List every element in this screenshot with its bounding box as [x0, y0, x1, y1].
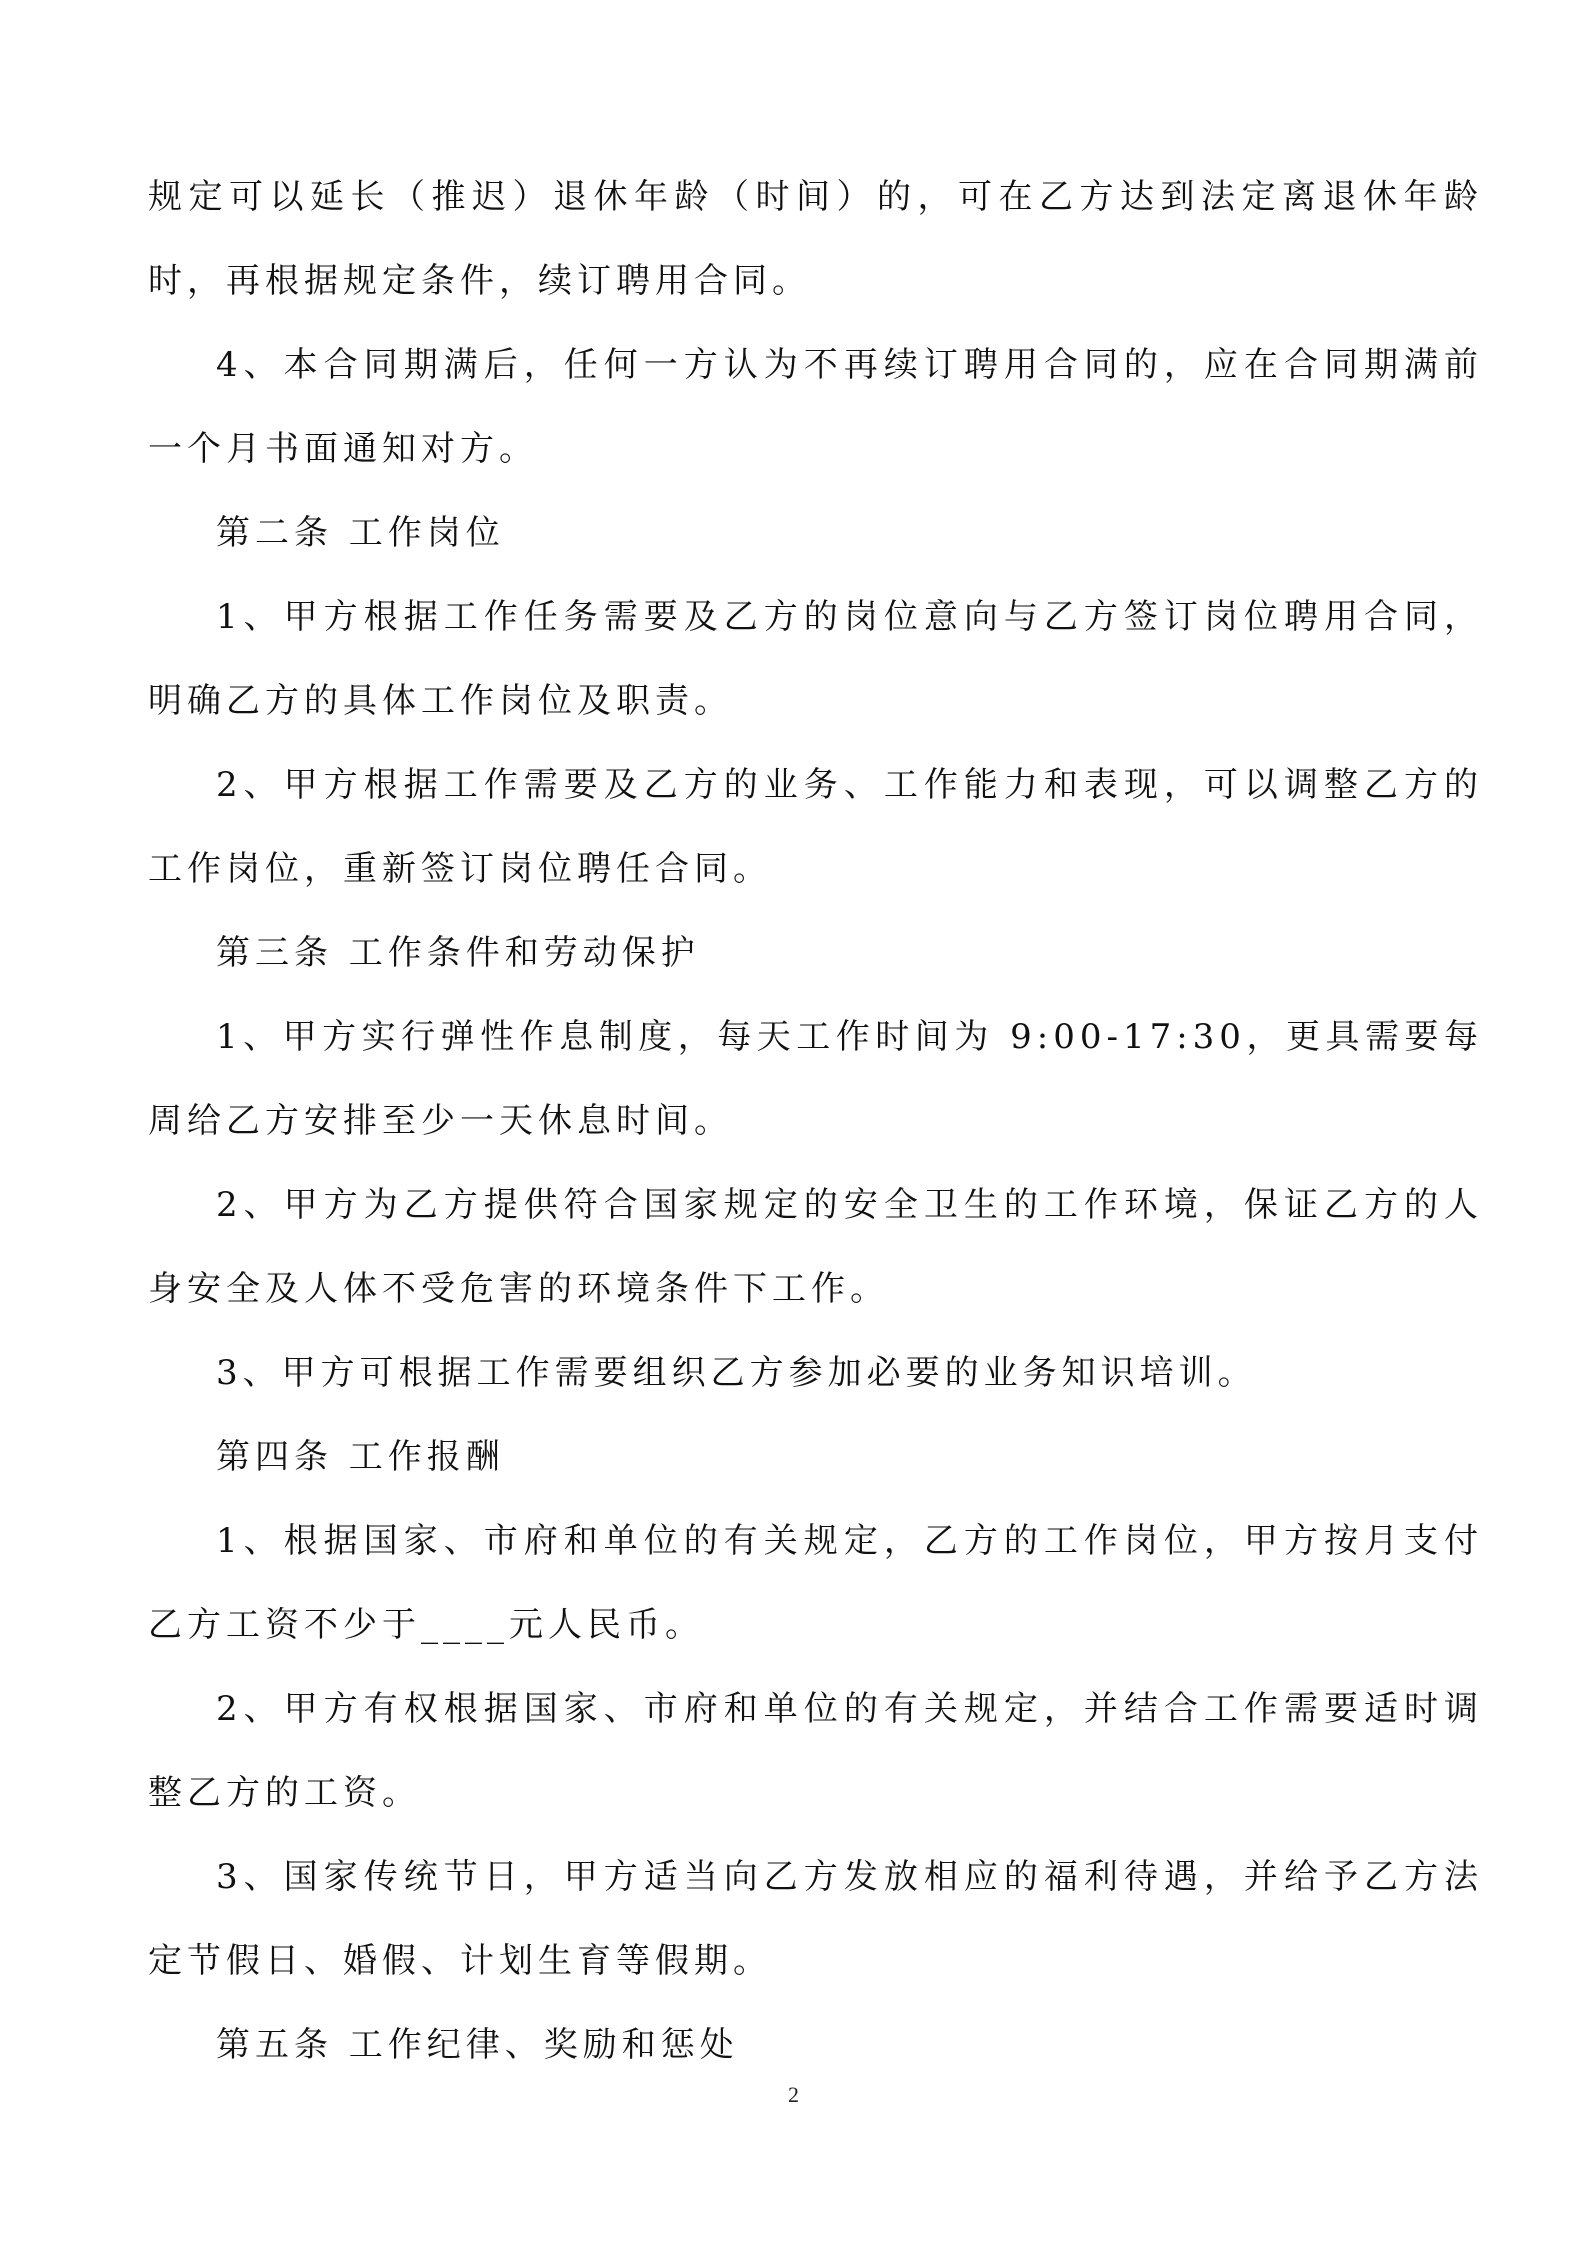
paragraph-non-renewal-notice: 4、本合同期满后，任何一方认为不再续订聘用合同的，应在合同期满前一个月书面通知对方。 [148, 345, 1483, 469]
paragraph-article-4-item-3: 3、国家传统节日，甲方适当向乙方发放相应的福利待遇，并给予乙方法定节假日、婚假、计划生育等假期。 [148, 1857, 1483, 1981]
paragraph-article-3-item-1: 1、甲方实行弹性作息制度，每天工作时间为 9:00-17:30，更具需要每周给乙方安排至少一天休息时间。 [148, 1017, 1483, 1141]
article-2-heading: 第二条 工作岗位 [216, 513, 505, 553]
page-number: 2 [788, 2082, 799, 2107]
article-5-heading: 第五条 工作纪律、奖励和惩处 [216, 2025, 739, 2065]
document-body [148, 155, 1483, 2087]
paragraph-article-4-item-2: 2、甲方有权根据国家、市府和单位的有关规定，并结合工作需要适时调整乙方的工资。 [148, 1689, 1483, 1813]
paragraph-article-2-item-2: 2、甲方根据工作需要及乙方的业务、工作能力和表现，可以调整乙方的工作岗位，重新签订岗位聘任合同。 [148, 765, 1483, 889]
paragraph-article-3-item-3: 3、甲方可根据工作需要组织乙方参加必要的业务知识培训。 [216, 1353, 1257, 1393]
paragraph-article-2-item-1: 1、甲方根据工作任务需要及乙方的岗位意向与乙方签订岗位聘用合同，明确乙方的具体工作岗位及职责。 [148, 597, 1483, 721]
paragraph-retirement-extension: 规定可以延长（推迟）退休年龄（时间）的，可在乙方达到法定离退休年龄时，再根据规定条件，续订聘用合同。 [148, 177, 1483, 301]
paragraph-article-4-item-1: 1、根据国家、市府和单位的有关规定，乙方的工作岗位，甲方按月支付乙方工资不少于____元人民币。 [148, 1521, 1483, 1645]
article-3-heading: 第三条 工作条件和劳动保护 [216, 933, 700, 973]
paragraph-article-3-item-2: 2、甲方为乙方提供符合国家规定的安全卫生的工作环境，保证乙方的人身安全及人体不受危害的环境条件下工作。 [148, 1185, 1483, 1309]
article-4-heading: 第四条 工作报酬 [216, 1437, 505, 1477]
